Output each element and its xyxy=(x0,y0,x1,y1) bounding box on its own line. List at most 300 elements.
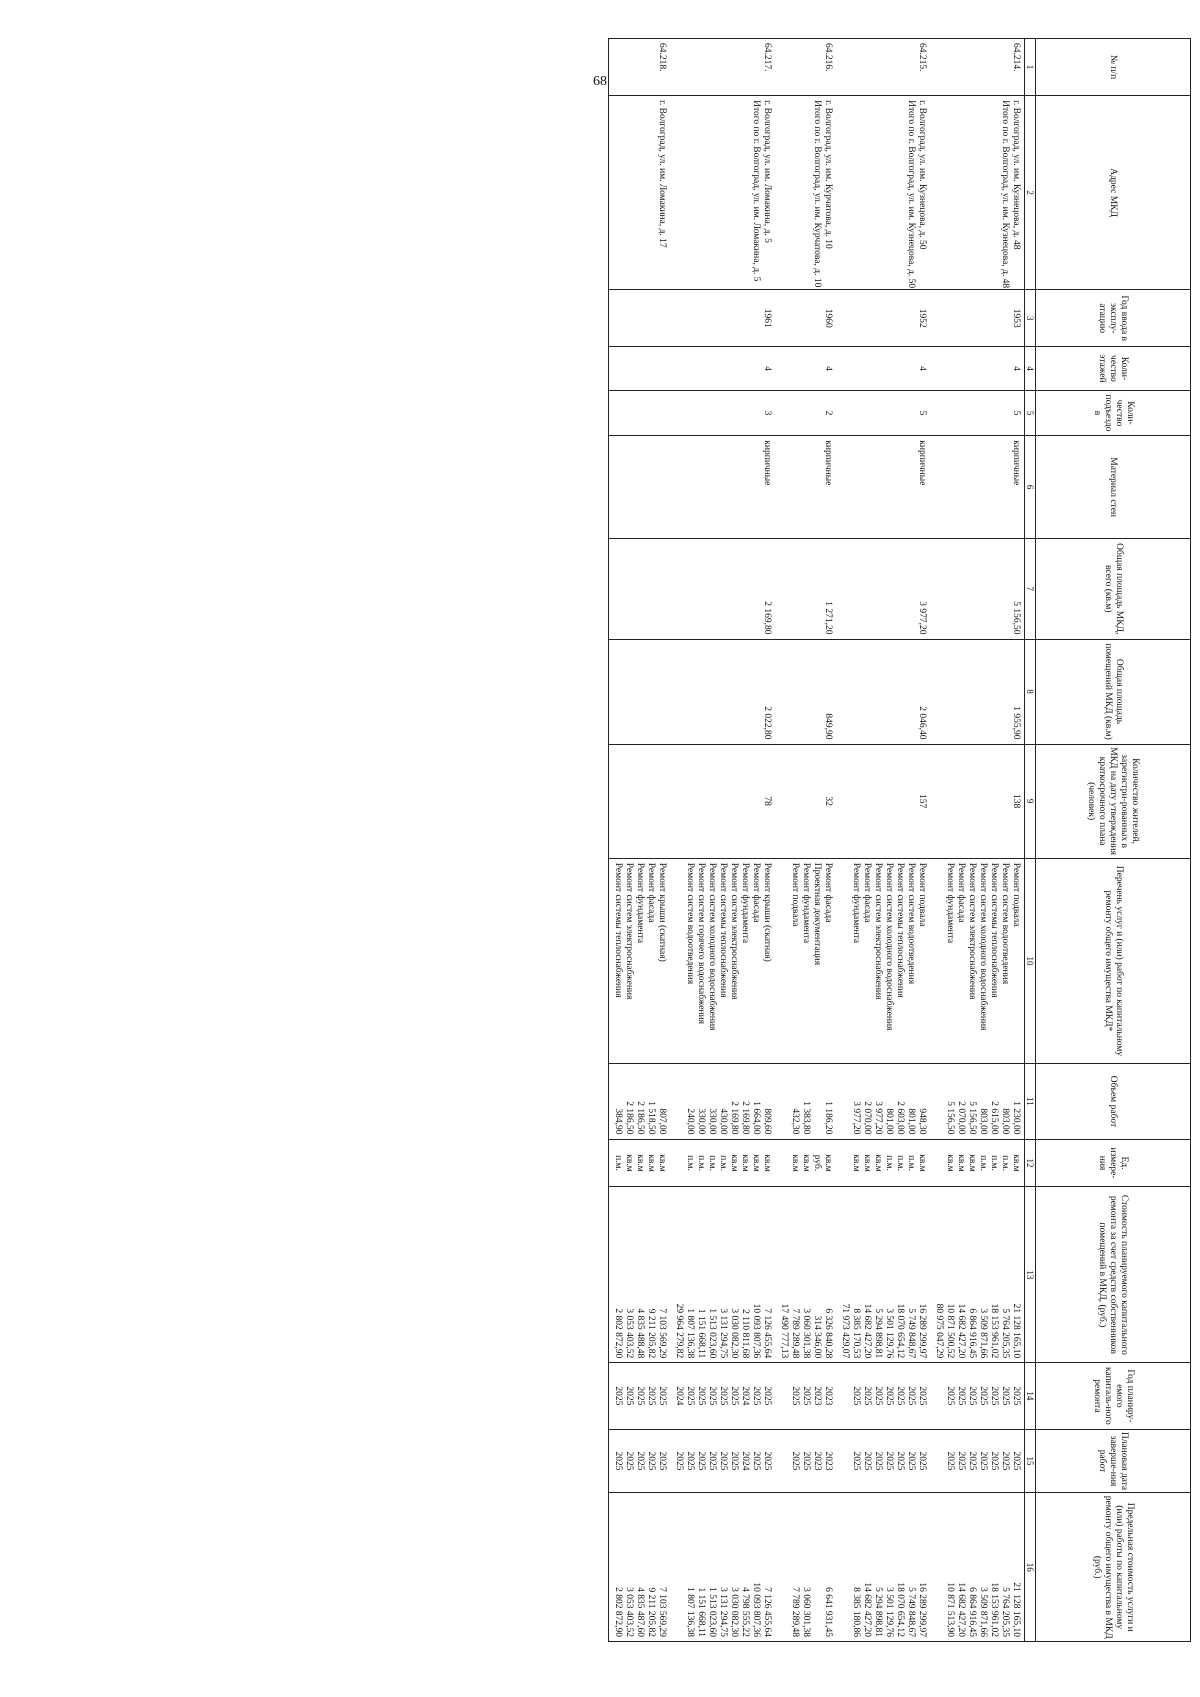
work-limit: 5 294 898,81 xyxy=(873,1587,883,1637)
col-header: Стоимость планируемого капитального ремонта за счет средств собственников помещений в МКД, (руб.) xyxy=(1036,1187,1191,1363)
work-name: Ремонт крыши (скатная) xyxy=(657,862,667,962)
table-cell xyxy=(930,1363,1025,1429)
work-end: 2025 xyxy=(989,1451,999,1471)
work-volume: 5 156,50 xyxy=(967,1101,977,1135)
table-cell xyxy=(836,390,930,436)
table-body xyxy=(609,39,1025,1642)
col-number: 1 xyxy=(1025,39,1036,96)
table-cell xyxy=(670,744,775,858)
work-cost: 3 131 294,75 xyxy=(718,1308,728,1359)
work-year: 2025 xyxy=(707,1386,717,1406)
table-cell xyxy=(775,347,836,390)
work-volume: 3 977,20 xyxy=(851,1101,861,1135)
table-cell xyxy=(930,1187,1025,1363)
residents: 157 xyxy=(917,793,927,809)
area-total: 5 156,50 xyxy=(1011,601,1021,635)
work-end: 2025 xyxy=(873,1451,883,1471)
wall-material: кирпичные xyxy=(762,440,772,486)
work-unit: п.м. xyxy=(696,1155,706,1171)
work-limit: 4 835 487,60 xyxy=(635,1587,645,1637)
table-cell xyxy=(609,436,671,539)
work-volume: 801,00 xyxy=(884,1108,894,1135)
table-cell xyxy=(775,1139,836,1187)
work-unit: кв.м xyxy=(956,1154,966,1172)
table-row xyxy=(836,39,930,1642)
work-unit: кв.м xyxy=(790,1154,800,1172)
work-cost: 7 789 289,48 xyxy=(790,1308,800,1359)
work-limit: 10 093 807,36 xyxy=(751,1582,761,1637)
table-cell xyxy=(836,290,930,347)
work-year: 2025 xyxy=(917,1386,927,1406)
total-label: Итого по г. Волгоград, ул. им. Кузнецова, д. 48 xyxy=(1000,100,1010,289)
table-cell xyxy=(930,390,1025,436)
table-cell xyxy=(775,1493,836,1642)
work-end: 2023 xyxy=(823,1451,833,1471)
work-name: Ремонт систем водоотведения xyxy=(906,862,916,985)
total-cost: 17 490 777,13 xyxy=(779,1303,789,1359)
work-unit: кв.м xyxy=(801,1154,811,1172)
table-cell xyxy=(609,96,671,290)
work-name: Ремонт систем горячего водоснабжения xyxy=(696,862,706,1025)
work-year: 2025 xyxy=(967,1386,977,1406)
work-volume: 807,00 xyxy=(657,1108,667,1135)
work-cost: 10 093 807,36 xyxy=(751,1303,761,1359)
work-name: Ремонт фасада xyxy=(751,862,761,923)
rotated-page xyxy=(53,38,1191,1642)
table-cell xyxy=(836,436,930,539)
work-year: 2025 xyxy=(696,1386,706,1406)
col-number: 7 xyxy=(1025,539,1036,639)
table-cell xyxy=(670,1429,775,1493)
work-cost: 1 151 668,11 xyxy=(696,1308,706,1359)
work-unit: кв.м xyxy=(657,1154,667,1172)
table-cell xyxy=(775,1064,836,1139)
table-cell xyxy=(836,539,930,639)
table-row xyxy=(775,39,836,1642)
col-number: 13 xyxy=(1025,1187,1036,1363)
work-unit: кв.м xyxy=(917,1154,927,1172)
residents: 32 xyxy=(823,796,833,806)
work-volume: 948,30 xyxy=(917,1108,927,1135)
work-end: 2025 xyxy=(862,1451,872,1471)
work-year: 2023 xyxy=(812,1386,822,1406)
total-label: Итого по г. Волгоград, ул. им. Кузнецова, д. 50 xyxy=(906,100,916,289)
year-built: 1961 xyxy=(762,308,772,328)
work-name: Ремонт фундамента xyxy=(635,862,645,944)
work-end: 2025 xyxy=(906,1451,916,1471)
work-year: 2025 xyxy=(801,1386,811,1406)
work-limit: 7 126 455,64 xyxy=(762,1587,772,1637)
work-name: Ремонт подвала xyxy=(1011,862,1021,927)
header-row xyxy=(1036,39,1191,1642)
work-name: Ремонт систем электроснабжения xyxy=(624,862,634,1000)
work-volume: 809,60 xyxy=(762,1108,772,1135)
area-rooms: 2 046,40 xyxy=(917,706,927,740)
work-unit: кв.м xyxy=(751,1154,761,1172)
table-cell xyxy=(775,1187,836,1363)
work-volume: 384,90 xyxy=(613,1108,623,1135)
work-limit: 18 153 961,02 xyxy=(989,1582,999,1637)
wall-material: кирпичные xyxy=(917,440,927,486)
work-cost: 14 682 427,20 xyxy=(862,1303,872,1359)
col-number: 2 xyxy=(1025,96,1036,290)
work-end: 2025 xyxy=(884,1451,894,1471)
table-cell xyxy=(775,96,836,290)
col-number: 15 xyxy=(1025,1429,1036,1493)
work-limit: 8 385 180,86 xyxy=(851,1587,861,1637)
work-end: 2025 xyxy=(1000,1451,1010,1471)
table-cell xyxy=(930,96,1025,290)
work-unit: п.м. xyxy=(989,1155,999,1171)
work-limit xyxy=(811,1497,822,1637)
work-unit: кв.м xyxy=(851,1154,861,1172)
work-end: 2025 xyxy=(945,1451,955,1471)
table-cell xyxy=(609,539,671,639)
work-name: Ремонт фундамента xyxy=(740,862,750,944)
work-end: 2025 xyxy=(967,1451,977,1471)
work-limit: 1 513 023,60 xyxy=(707,1587,717,1637)
work-volume: 240,00 xyxy=(685,1108,695,1135)
table-cell xyxy=(609,39,671,96)
work-cost: 18 153 961,02 xyxy=(989,1303,999,1359)
col-header: Количество жителей, зарегистри-рованных в МКД на дату утверждения краткосрочного плана (человек) xyxy=(1036,744,1191,858)
table-cell xyxy=(609,1363,671,1429)
address: г. Волгоград, ул. им. Кузнецова, д. 48 xyxy=(1011,100,1021,250)
work-name: Ремонт подвала xyxy=(790,862,800,927)
work-unit: кв.м xyxy=(823,1154,833,1172)
work-end: 2025 xyxy=(635,1451,645,1471)
work-volume: 1 664,00 xyxy=(751,1101,761,1135)
table-cell xyxy=(775,436,836,539)
work-limit: 7 103 569,29 xyxy=(657,1587,667,1637)
work-name: Ремонт фасада xyxy=(646,862,656,923)
work-name: Ремонт системы теплоснабжения xyxy=(613,862,623,998)
work-limit: 3 131 294,75 xyxy=(718,1587,728,1637)
work-end: 2025 xyxy=(956,1451,966,1471)
entrances: 5 xyxy=(1011,410,1021,416)
work-volume: 1 186,20 xyxy=(823,1101,833,1135)
work-volume: 2 186,50 xyxy=(624,1101,634,1135)
table-cell xyxy=(930,858,1025,1064)
row-number: 64.216. xyxy=(823,43,833,72)
work-unit: п.м. xyxy=(718,1155,728,1171)
address: г. Волгоград, ул. им. Ломакина, д. 17 xyxy=(657,100,667,248)
col-header: Коли-чество подъездо в xyxy=(1036,390,1191,436)
col-header: Материал стен xyxy=(1036,436,1191,539)
work-cost: 5 764 205,35 xyxy=(1000,1308,1010,1359)
work-cost: 3 501 129,76 xyxy=(884,1308,894,1359)
work-name: Ремонт фундамента xyxy=(945,862,955,944)
work-end: 2025 xyxy=(696,1451,706,1471)
entrances: 3 xyxy=(762,410,772,416)
col-header: Год планиру-емого капиталь-ного ремонта xyxy=(1036,1363,1191,1429)
work-unit: кв.м xyxy=(729,1154,739,1172)
table-cell xyxy=(836,858,930,1064)
work-year: 2025 xyxy=(851,1386,861,1406)
col-number: 6 xyxy=(1025,436,1036,539)
work-year: 2023 xyxy=(823,1386,833,1406)
work-year: 2025 xyxy=(718,1386,728,1406)
work-unit: п.м. xyxy=(1000,1155,1010,1171)
entrances: 5 xyxy=(917,410,927,416)
work-year: 2025 xyxy=(790,1386,800,1406)
work-volume: 3 977,20 xyxy=(873,1101,883,1135)
work-end: 2025 xyxy=(613,1451,623,1471)
work-unit: п.м. xyxy=(978,1155,988,1171)
total-end: 2025 xyxy=(674,1451,684,1471)
work-end: 2025 xyxy=(851,1451,861,1471)
address: г. Волгоград, ул. им. Кузнецова, д. 50 xyxy=(917,100,927,250)
work-name: Ремонт системы теплоснабжения xyxy=(718,862,728,998)
work-year: 2025 xyxy=(906,1386,916,1406)
work-year: 2025 xyxy=(989,1386,999,1406)
table-cell xyxy=(836,1187,930,1363)
work-name: Ремонт систем электроснабжения xyxy=(729,862,739,1000)
work-volume: 330,00 xyxy=(696,1108,706,1135)
work-limit: 3 053 403,52 xyxy=(624,1587,634,1637)
col-number: 16 xyxy=(1025,1493,1036,1642)
table-cell xyxy=(775,858,836,1064)
work-cost: 14 682 427,20 xyxy=(956,1303,966,1359)
col-header: Общая площадь МКД, всего (кв.м) xyxy=(1036,539,1191,639)
table-cell xyxy=(836,1064,930,1139)
work-name: Ремонт системы теплоснабжения xyxy=(989,862,999,998)
table-cell xyxy=(775,639,836,744)
work-volume: 2 169,80 xyxy=(729,1101,739,1135)
table-cell xyxy=(836,1139,930,1187)
table-cell xyxy=(670,96,775,290)
work-cost: 8 385 170,53 xyxy=(851,1308,861,1359)
col-header: Коли-чество этажей xyxy=(1036,347,1191,390)
work-name: Ремонт фасада xyxy=(823,862,833,923)
col-number: 12 xyxy=(1025,1139,1036,1187)
work-volume: 330,00 xyxy=(707,1108,717,1135)
table-row xyxy=(670,39,775,1642)
col-number: 4 xyxy=(1025,347,1036,390)
work-end: 2025 xyxy=(624,1451,634,1471)
work-unit: п.м. xyxy=(613,1155,623,1171)
work-unit: кв.м xyxy=(945,1154,955,1172)
work-unit: п.м. xyxy=(707,1155,717,1171)
work-end: 2025 xyxy=(729,1451,739,1471)
work-cost: 314 346,00 xyxy=(812,1315,822,1359)
work-cost: 1 807 136,38 xyxy=(685,1308,695,1359)
work-limit: 5 749 848,67 xyxy=(906,1587,916,1637)
work-limit: 6 641 931,45 xyxy=(823,1587,833,1637)
work-name: Ремонт систем водоотведения xyxy=(1000,862,1010,985)
col-number: 5 xyxy=(1025,390,1036,436)
col-header: Плановая дата заверше-ния работ xyxy=(1036,1429,1191,1493)
work-limit: 1 151 668,11 xyxy=(696,1587,706,1637)
row-number: 64.215. xyxy=(917,43,927,72)
work-limit: 4 798 555,22 xyxy=(740,1587,750,1637)
residents: 78 xyxy=(762,796,772,806)
work-year: 2025 xyxy=(657,1386,667,1406)
work-cost: 5 749 848,67 xyxy=(906,1308,916,1359)
work-end: 2025 xyxy=(895,1451,905,1471)
work-name: Ремонт подвала xyxy=(917,862,927,927)
row-number: 64.217. xyxy=(762,43,772,72)
wall-material: кирпичные xyxy=(823,440,833,486)
work-name: Ремонт системы теплоснабжения xyxy=(895,862,905,998)
work-end: 2025 xyxy=(762,1451,772,1471)
floors: 4 xyxy=(1011,366,1021,371)
work-limit: 2 802 872,90 xyxy=(613,1587,623,1637)
work-limit: 14 682 427,20 xyxy=(862,1582,872,1637)
col-header: Адрес МКД xyxy=(1036,96,1191,290)
table-cell xyxy=(836,96,930,290)
work-limit: 9 211 205,82 xyxy=(646,1587,656,1637)
table-cell xyxy=(930,436,1025,539)
table-row xyxy=(609,39,671,1642)
total-label: Итого по г. Волгоград, ул. им. Ломакина, д. 5 xyxy=(751,100,761,282)
work-cost: 16 289 299,97 xyxy=(917,1303,927,1359)
table-cell xyxy=(609,639,671,744)
table-cell xyxy=(609,1429,671,1493)
table-row xyxy=(930,39,1025,1642)
work-limit: 5 764 205,35 xyxy=(1000,1587,1010,1637)
work-year: 2024 xyxy=(740,1386,750,1406)
work-cost: 2 802 872,90 xyxy=(613,1308,623,1359)
work-unit: п.м. xyxy=(906,1155,916,1171)
work-cost: 5 294 898,81 xyxy=(873,1308,883,1359)
work-year: 2025 xyxy=(613,1386,623,1406)
work-limit: 14 682 427,20 xyxy=(956,1582,966,1637)
work-unit: кв.м xyxy=(624,1154,634,1172)
table-cell xyxy=(670,1363,775,1429)
work-name: Ремонт систем электроснабжения xyxy=(873,862,883,1000)
work-unit: кв.м xyxy=(873,1154,883,1172)
work-year: 2025 xyxy=(873,1386,883,1406)
work-end: 2025 xyxy=(790,1451,800,1471)
row-number: 64.214. xyxy=(1011,43,1021,72)
work-volume: 803,00 xyxy=(978,1108,988,1135)
work-end: 2025 xyxy=(707,1451,717,1471)
table-cell xyxy=(670,858,775,1064)
work-volume: 430,00 xyxy=(718,1108,728,1135)
work-name: Ремонт фасада xyxy=(956,862,966,923)
table-cell xyxy=(609,290,671,347)
work-unit: кв.м xyxy=(740,1154,750,1172)
total-label: Итого по г. Волгоград, ул. им. Курчатова, д. 10 xyxy=(812,100,822,288)
table-cell xyxy=(836,744,930,858)
repair-plan-table xyxy=(608,38,1191,1642)
work-limit: 3 509 871,66 xyxy=(978,1587,988,1637)
work-name: Ремонт фундамента xyxy=(801,862,811,944)
work-end: 2023 xyxy=(812,1451,822,1471)
work-cost: 6 864 916,45 xyxy=(967,1308,977,1359)
address: г. Волгоград, ул. им. Курчатова, д. 10 xyxy=(823,100,833,249)
work-year: 2025 xyxy=(956,1386,966,1406)
work-volume: 2 070,00 xyxy=(862,1101,872,1135)
work-volume: 1 518,50 xyxy=(646,1101,656,1135)
table-cell xyxy=(930,539,1025,639)
table-cell xyxy=(670,1064,775,1139)
work-unit: кв.м xyxy=(1011,1154,1021,1172)
table-cell xyxy=(836,39,930,96)
work-name: Ремонт систем водоотведения xyxy=(685,862,695,985)
table-cell xyxy=(836,1363,930,1429)
col-header: Перечень услуг и (или) работ по капитальному ремонту общего имущества МКД* xyxy=(1036,858,1191,1064)
table-cell xyxy=(930,290,1025,347)
work-cost: 4 835 488,48 xyxy=(635,1308,645,1359)
table-cell xyxy=(836,1493,930,1642)
col-header: Общая площадь помещений МКД (кв.м) xyxy=(1036,639,1191,744)
work-end: 2025 xyxy=(657,1451,667,1471)
work-volume: 5 156,50 xyxy=(945,1101,955,1135)
total-cost: 71 973 429,07 xyxy=(840,1303,850,1359)
table-cell xyxy=(836,639,930,744)
work-end: 2025 xyxy=(718,1451,728,1471)
work-limit: 21 128 165,10 xyxy=(1011,1582,1021,1637)
row-number: 64.218. xyxy=(657,43,667,72)
work-unit: п.м. xyxy=(895,1155,905,1171)
table-cell xyxy=(836,1429,930,1493)
residents: 138 xyxy=(1011,793,1021,809)
table-cell xyxy=(775,39,836,96)
table-cell xyxy=(609,1187,671,1363)
table-cell xyxy=(609,347,671,390)
work-unit: кв.м xyxy=(635,1154,645,1172)
work-name: Ремонт крыши (скатная) xyxy=(762,862,772,962)
work-name: Ремонт фундамента xyxy=(851,862,861,944)
table-cell xyxy=(670,539,775,639)
work-year: 2025 xyxy=(1000,1386,1010,1406)
work-cost: 7 126 455,64 xyxy=(762,1308,772,1359)
work-name: Ремонт фасада xyxy=(862,862,872,923)
work-limit: 7 789 289,48 xyxy=(790,1587,800,1637)
work-unit: п.м. xyxy=(685,1155,695,1171)
work-limit: 3 060 301,38 xyxy=(801,1587,811,1637)
work-end: 2025 xyxy=(1011,1451,1021,1471)
table-cell xyxy=(609,1064,671,1139)
work-cost: 3 509 871,66 xyxy=(978,1308,988,1359)
wall-material: кирпичные xyxy=(1011,440,1021,486)
work-name: Ремонт систем холодного водоснабжения xyxy=(707,862,717,1031)
work-year: 2025 xyxy=(884,1386,894,1406)
col-number: 10 xyxy=(1025,858,1036,1064)
col-header: Объем работ xyxy=(1036,1064,1191,1139)
area-total: 3 977,20 xyxy=(917,601,927,635)
work-end: 2024 xyxy=(740,1451,750,1471)
work-name: Проектная документация xyxy=(812,862,822,966)
table-cell xyxy=(670,436,775,539)
col-number: 8 xyxy=(1025,639,1036,744)
work-volume: 2 186,50 xyxy=(635,1101,645,1135)
table-cell xyxy=(670,639,775,744)
work-volume: 432,30 xyxy=(790,1108,800,1135)
work-year: 2025 xyxy=(624,1386,634,1406)
work-cost: 6 326 840,28 xyxy=(823,1308,833,1359)
table-cell xyxy=(609,1139,671,1187)
work-volume: 2 070,00 xyxy=(956,1101,966,1135)
table-cell xyxy=(930,744,1025,858)
work-end: 2025 xyxy=(646,1451,656,1471)
floors: 4 xyxy=(762,366,772,371)
work-limit: 10 871 513,90 xyxy=(945,1582,955,1637)
work-year: 2025 xyxy=(635,1386,645,1406)
work-volume xyxy=(811,1068,822,1134)
table-cell xyxy=(930,1429,1025,1493)
table-cell xyxy=(775,390,836,436)
work-limit: 3 030 082,30 xyxy=(729,1587,739,1637)
work-cost: 3 053 403,52 xyxy=(624,1308,634,1359)
col-number: 14 xyxy=(1025,1363,1036,1429)
col-number: 9 xyxy=(1025,744,1036,858)
work-volume: 2 603,00 xyxy=(895,1101,905,1135)
work-cost: 1 513 023,60 xyxy=(707,1308,717,1359)
work-limit: 3 501 129,76 xyxy=(884,1587,894,1637)
